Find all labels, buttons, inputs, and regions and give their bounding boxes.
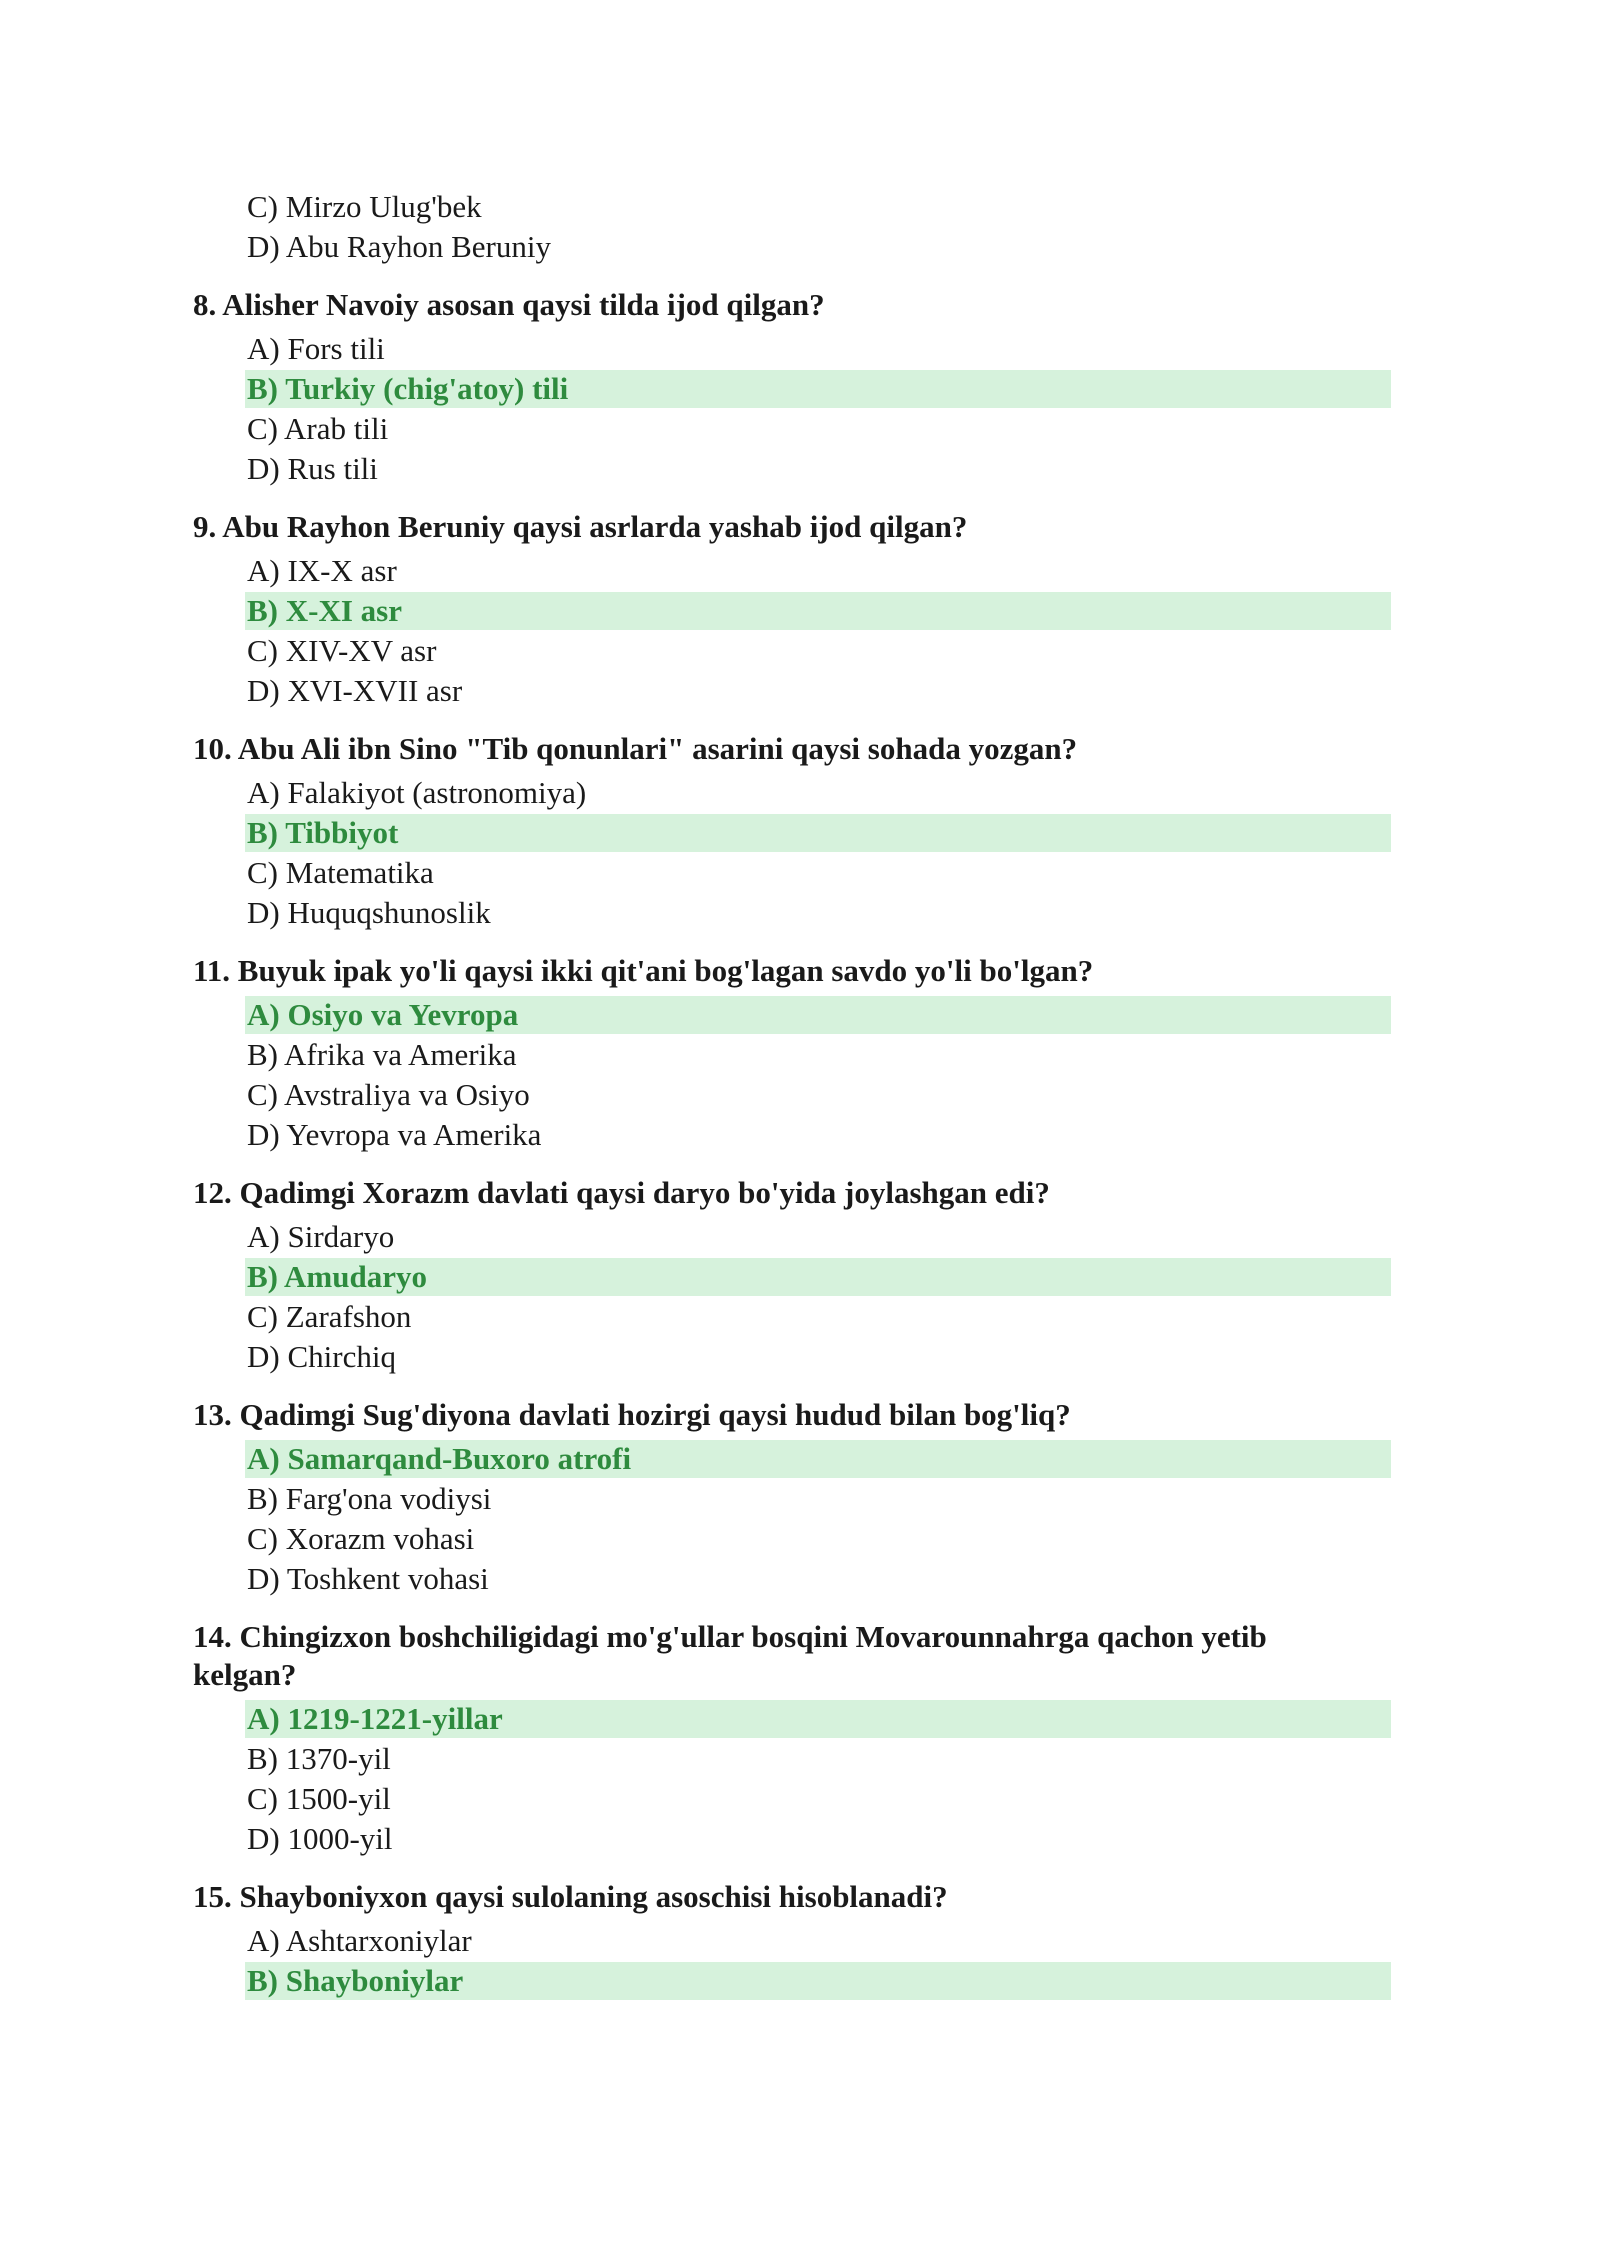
correct-answer-option: A) Osiyo va Yevropa <box>245 996 1391 1034</box>
correct-answer-option: B) Shayboniylar <box>245 1962 1391 2000</box>
question-block <box>193 730 1393 932</box>
question-title: 11. Buyuk ipak yo'li qaysi ikki qit'ani bog'lagan savdo yo'li bo'lgan? <box>193 953 1094 988</box>
question-block <box>193 1174 1393 1376</box>
answer-option: B) 1370-yil <box>247 1741 391 1776</box>
answer-option: C) Matematika <box>247 855 434 890</box>
options-list <box>245 774 1391 932</box>
question-block <box>193 508 1393 710</box>
answer-option: D) Rus tili <box>247 451 378 486</box>
answer-option: D) Yevropa va Amerika <box>247 1117 542 1152</box>
answer-option: D) Huquqshunoslik <box>247 895 491 930</box>
answer-option: C) Avstraliya va Osiyo <box>247 1077 530 1112</box>
question-title: 10. Abu Ali ibn Sino "Tib qonunlari" asarini qaysi sohada yozgan? <box>193 731 1078 766</box>
options-list <box>245 330 1391 488</box>
options-list <box>245 1922 1391 2000</box>
answer-option: D) Toshkent vohasi <box>247 1561 489 1596</box>
options-list <box>245 552 1391 710</box>
answer-option: A) Falakiyot (astronomiya) <box>247 775 587 810</box>
answer-option: C) 1500-yil <box>247 1781 391 1816</box>
options-list <box>245 1440 1391 1598</box>
question-block <box>193 1618 1393 1858</box>
correct-answer-option: A) 1219-1221-yillar <box>245 1700 1391 1738</box>
options-list <box>245 1700 1391 1858</box>
answer-option: C) Xorazm vohasi <box>247 1521 475 1556</box>
answer-option: C) XIV-XV asr <box>247 633 437 668</box>
continued-options-list <box>245 188 1391 266</box>
correct-answer-option: A) Samarqand-Buxoro atrofi <box>245 1440 1391 1478</box>
answer-option: A) Fors tili <box>247 331 385 366</box>
correct-answer-option: B) Turkiy (chig'atoy) tili <box>245 370 1391 408</box>
answer-option: B) Farg'ona vodiysi <box>247 1481 492 1516</box>
answer-option: D) 1000-yil <box>247 1821 393 1856</box>
correct-answer-option: B) Amudaryo <box>245 1258 1391 1296</box>
answer-option: C) Arab tili <box>247 411 389 446</box>
answer-option: B) Afrika va Amerika <box>247 1037 517 1072</box>
answer-option: A) Ashtarxoniylar <box>247 1923 472 1958</box>
question-title: 13. Qadimgi Sug'diyona davlati hozirgi qaysi hudud bilan bog'liq? <box>193 1397 1071 1432</box>
question-title: 14. Chingizxon boshchiligidagi mo'g'ullar bosqini Movarounnahrga qachon yetib kelgan? <box>193 1619 1267 1692</box>
question-title: 8. Alisher Navoiy asosan qaysi tilda ijod qilgan? <box>193 287 825 322</box>
answer-option: A) Sirdaryo <box>247 1219 395 1254</box>
question-block <box>193 286 1393 488</box>
options-list <box>245 996 1391 1154</box>
question-block <box>193 1396 1393 1598</box>
answer-option: D) XVI-XVII asr <box>247 673 463 708</box>
question-block <box>193 1878 1393 2000</box>
question-title: 9. Abu Rayhon Beruniy qaysi asrlarda yashab ijod qilgan? <box>193 509 968 544</box>
options-list <box>245 1218 1391 1376</box>
answer-option: C) Zarafshon <box>247 1299 412 1334</box>
correct-answer-option: B) Tibbiyot <box>245 814 1391 852</box>
question-title: 15. Shayboniyxon qaysi sulolaning asoschisi hisoblanadi? <box>193 1879 948 1914</box>
question-block <box>193 952 1393 1154</box>
answer-option: D) Abu Rayhon Beruniy <box>247 229 551 264</box>
question-title: 12. Qadimgi Xorazm davlati qaysi daryo bo'yida joylashgan edi? <box>193 1175 1050 1210</box>
correct-answer-option: B) X-XI asr <box>245 592 1391 630</box>
answer-option: A) IX-X asr <box>247 553 397 588</box>
answer-option: C) Mirzo Ulug'bek <box>247 189 482 224</box>
quiz-content <box>193 188 1393 2020</box>
answer-option: D) Chirchiq <box>247 1339 396 1374</box>
